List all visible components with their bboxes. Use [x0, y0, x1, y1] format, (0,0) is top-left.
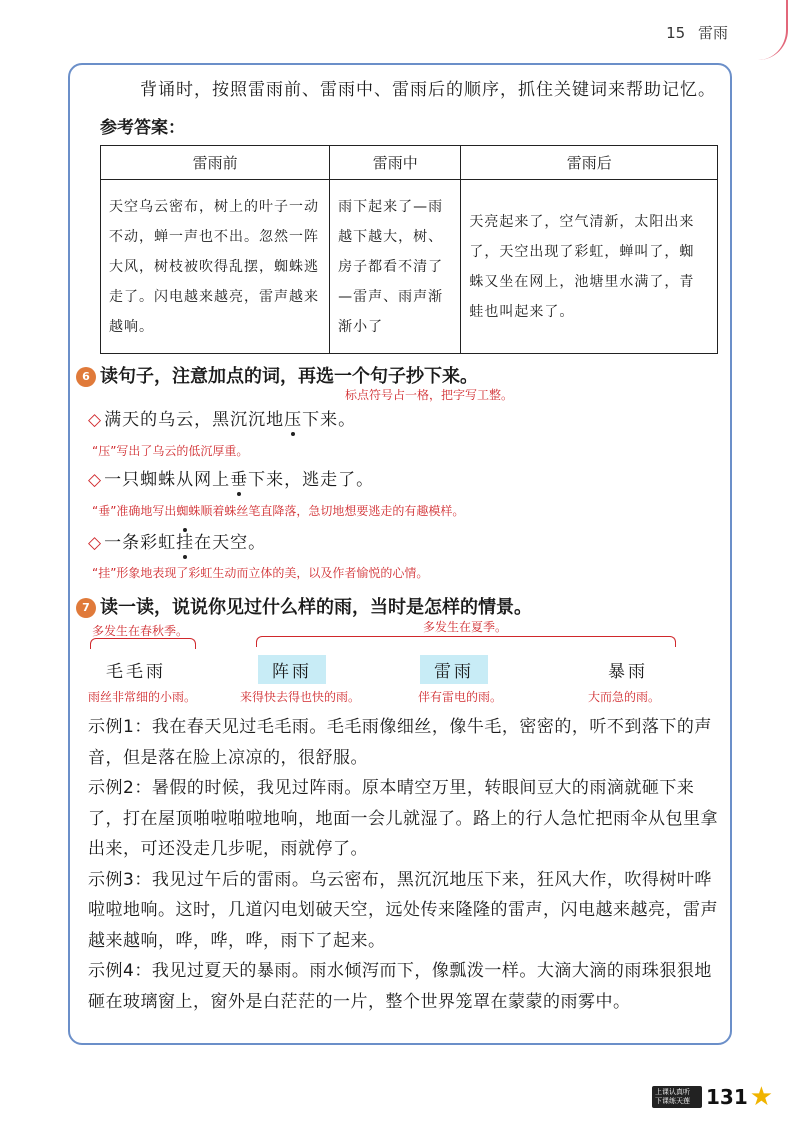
sentence-3: ◇ 一条彩虹挂在天空。 [88, 533, 267, 553]
reference-answer-title: 参考答案： [100, 118, 185, 138]
rain-note-drizzle: 雨丝非常细的小雨。 [88, 690, 197, 704]
bracket-spring [90, 638, 196, 649]
rain-note-shower: 来得快去得也快的雨。 [240, 690, 361, 704]
question-6-title [76, 362, 478, 388]
sentence-1: ◇ 满天的乌云，黑沉沉地压下来。 [88, 410, 357, 430]
sentence-2-note: “垂”准确地写出蜘蛛顺着蛛丝笔直降落，急切地想要逃走的有趣模样。 [92, 504, 465, 518]
question-7-title [76, 593, 532, 619]
rain-word-rainstorm: 暴雨 [608, 662, 648, 682]
intro-text: 背诵时，按照雷雨前、雷雨中、雷雨后的顺序，抓住关键词来帮助记忆。 [140, 80, 716, 100]
page-footer [652, 1082, 773, 1112]
emphasized-word: 挂 [176, 533, 195, 553]
emphasized-word: 垂 [230, 470, 249, 490]
diamond-icon: ◇ [88, 470, 103, 490]
question-7-text: 读一读，说说你见过什么样的雨，当时是怎样的情景。 [100, 597, 532, 618]
table-cell-before: 天空乌云密布，树上的叶子一动不动，蝉一声也不出。忽然一阵大风，树枝被吹得乱摆，蜘蛛逃走了。闪电越来越亮，雷声越来越响。 [101, 180, 330, 354]
table-cell-after: 天亮起来了，空气清新，太阳出来了，天空出现了彩虹，蝉叫了，蜘蛛又坐在网上，池塘里水满了，青蛙也叫起来了。 [461, 180, 718, 354]
rain-note-thunderstorm: 伴有雷电的雨。 [418, 690, 503, 704]
sentence-3-note: “挂”形象地表现了彩虹生动而立体的美，以及作者愉悦的心情。 [92, 566, 429, 580]
example-answers [88, 712, 718, 1017]
sentence-2: ◇ 一只蜘蛛从网上垂下来，逃走了。 [88, 470, 375, 490]
sentence-1-note: “压”写出了乌云的低沉厚重。 [92, 444, 249, 458]
table-header: 雷雨中 [330, 146, 461, 180]
season-spring-note: 多发生在春秋季。 [92, 624, 189, 638]
emphasized-word: 压 [284, 410, 303, 430]
diamond-icon: ◇ [88, 410, 103, 430]
example-paragraph: 示例4：我见过夏天的暴雨。雨水倾泻而下，像瓢泼一样。大滴大滴的雨珠狠狠地砸在玻璃窗上，窗外是白茫茫的一片，整个世界笼罩在蒙蒙的雨雾中。 [88, 961, 712, 1012]
season-summer-note: 多发生在夏季。 [423, 620, 508, 634]
rain-note-rainstorm: 大而急的雨。 [588, 690, 661, 704]
example-paragraph: 示例2：暑假的时候，我见过阵雨。原本晴空万里，转眼间豆大的雨滴就砸下来了，打在屋顶啪啦啪啦地响，地面一会儿就湿了。路上的行人急忙把雨伞从包里拿出来，可还没走几步呢，雨就停了。 [88, 778, 718, 859]
question-6-text: 读句子，注意加点的词，再选一个句子抄下来。 [100, 366, 478, 387]
question-number-badge: 6 [76, 367, 96, 387]
table-header: 雷雨前 [101, 146, 330, 180]
page-number: 131 [706, 1085, 748, 1109]
slogan-badge: 上课认真听 下课练天莲 [652, 1086, 702, 1108]
lesson-number: 15 [666, 24, 686, 42]
diamond-icon: ◇ [88, 533, 103, 553]
table-header: 雷雨后 [461, 146, 718, 180]
corner-decoration [746, 0, 788, 60]
table-cell-during: 雨下起来了—雨越下越大，树、房子都看不清了—雷声、雨声渐渐小了 [330, 180, 461, 354]
lesson-title: 雷雨 [697, 24, 728, 42]
writing-tip: 标点符号占一格，把字写工整。 [345, 388, 514, 402]
rain-word-shower: 阵雨 [258, 655, 326, 684]
storm-stages-table [100, 145, 718, 354]
bracket-summer [256, 636, 676, 647]
star-mascot-icon: ★ [749, 1082, 774, 1112]
page-header [666, 22, 728, 43]
question-number-badge: 7 [76, 598, 96, 618]
rain-word-thunderstorm: 雷雨 [420, 655, 488, 684]
example-paragraph: 示例1：我在春天见过毛毛雨。毛毛雨像细丝，像牛毛，密密的，听不到落下的声音，但是落在脸上凉凉的，很舒服。 [88, 717, 712, 768]
example-paragraph: 示例3：我见过午后的雷雨。乌云密布，黑沉沉地压下来，狂风大作，吹得树叶哗啦啦地响。这时，几道闪电划破天空，远处传来隆隆的雷声，闪电越来越亮，雷声越来越响，哗，哗，哗，雨下了起来。 [88, 869, 718, 951]
rain-word-drizzle: 毛毛雨 [106, 662, 166, 682]
